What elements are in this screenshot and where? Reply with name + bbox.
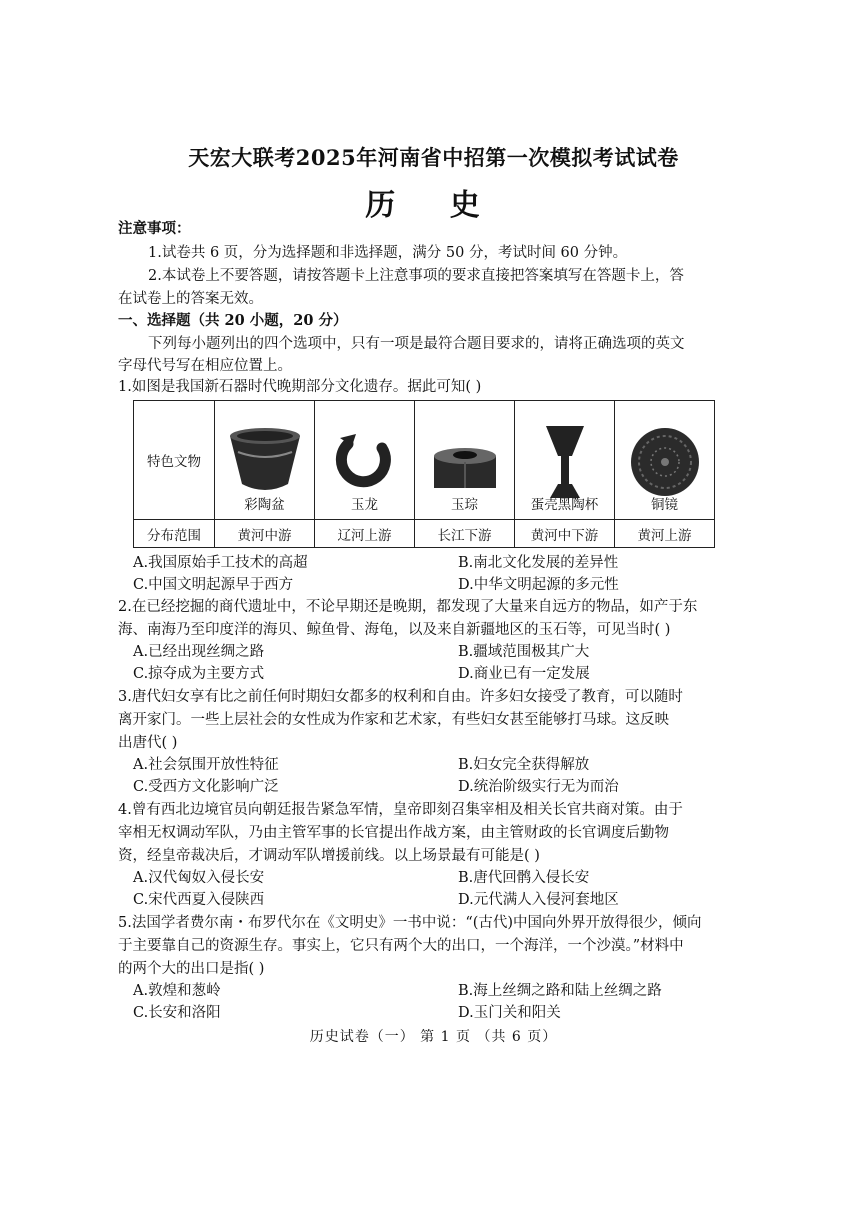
relic-cell xyxy=(615,401,715,520)
q5-stem-cont: 的两个大的出口是指( ) xyxy=(118,961,265,977)
q5-option-b: B.海上丝绸之路和陆上丝绸之路 xyxy=(458,983,662,999)
q1-option-b: B.南北文化发展的差异性 xyxy=(458,555,619,571)
relic-name: 彩陶盆 xyxy=(244,497,285,513)
subject-title: 历 史 xyxy=(365,188,502,223)
section-intro-cont: 字母代号写在相应位置上。 xyxy=(118,358,292,374)
q2-option-d: D.商业已有一定发展 xyxy=(458,666,590,682)
q4-stem-cont: 资，经皇帝裁决后，才调动军队增援前线。以上场景最有可能是( ) xyxy=(118,848,540,864)
q2-option-c: C.掠夺成为主要方式 xyxy=(133,666,265,682)
q3-stem-cont: 出唐代( ) xyxy=(118,735,178,751)
q4-option-a: A.汉代匈奴入侵长安 xyxy=(133,870,265,886)
q5-option-d: D.玉门关和阳关 xyxy=(458,1005,561,1021)
jade-cong-icon xyxy=(422,422,508,502)
q2-stem-cont: 海、南海乃至印度洋的海贝、鲸鱼骨、海龟，以及来自新疆地区的玉石等，可见当时( ) xyxy=(118,622,671,638)
row-header-relics: 特色文物 xyxy=(134,401,215,520)
section-heading: 一、选择题（共 20 小题，20 分） xyxy=(118,312,348,329)
q3-stem-cont: 离开家门。一些上层社会的女性成为作家和艺术家，有些妇女甚至能够打马球。这反映 xyxy=(118,712,669,728)
notice-item-1: 1.试卷共 6 页，分为选择题和非选择题，满分 50 分，考试时间 60 分钟。 xyxy=(148,245,628,261)
eggshell-black-pottery-cup-icon xyxy=(522,422,608,502)
relic-cell xyxy=(215,401,315,520)
region-cell: 辽河上游 xyxy=(315,520,415,548)
q3-option-a: A.社会氛围开放性特征 xyxy=(133,757,279,773)
relic-name: 铜镜 xyxy=(651,497,678,513)
region-cell: 黄河上游 xyxy=(615,520,715,548)
q3-option-d: D.统治阶级实行无为而治 xyxy=(458,779,619,795)
relics-table xyxy=(133,400,715,548)
q4-stem: 4.曾有西北边境官员向朝廷报告紧急军情，皇帝即刻召集宰相及相关长官共商对策。由于 xyxy=(118,802,683,818)
jade-dragon-icon xyxy=(322,422,408,502)
q5-stem: 5.法国学者费尔南・布罗代尔在《文明史》一书中说：“(古代)中国向外界开放得很少，倾向 xyxy=(118,915,702,931)
q5-option-c: C.长安和洛阳 xyxy=(133,1005,221,1021)
relic-cell xyxy=(415,401,515,520)
q2-option-b: B.疆域范围极其广大 xyxy=(458,644,590,660)
notice-item-2-cont: 在试卷上的答案无效。 xyxy=(118,291,263,307)
q1-stem: 1.如图是我国新石器时代晚期部分文化遗存。据此可知( ) xyxy=(118,379,482,395)
q1-option-a: A.我国原始手工技术的高超 xyxy=(133,555,308,571)
relic-cell xyxy=(315,401,415,520)
region-cell: 长江下游 xyxy=(415,520,515,548)
q4-option-b: B.唐代回鹘入侵长安 xyxy=(458,870,590,886)
notice-heading: 注意事项： xyxy=(118,220,191,237)
row-header-regions: 分布范围 xyxy=(134,520,215,548)
q3-option-b: B.妇女完全获得解放 xyxy=(458,757,590,773)
notice-item-2: 2.本试卷上不要答题，请按答题卡上注意事项的要求直接把答案填写在答题卡上，答 xyxy=(148,268,684,284)
page-footer: 历史试卷（一） 第 1 页 （共 6 页） xyxy=(309,1029,558,1045)
q4-option-d: D.元代满人入侵河套地区 xyxy=(458,892,619,908)
q5-stem-cont: 于主要靠自己的资源生存。事实上，它只有两个大的出口，一个海洋，一个沙漠。”材料中 xyxy=(118,938,684,954)
q1-option-d: D.中华文明起源的多元性 xyxy=(458,577,619,593)
relic-name: 玉琮 xyxy=(451,497,478,513)
q1-option-c: C.中国文明起源早于西方 xyxy=(133,577,294,593)
relic-cell xyxy=(515,401,615,520)
q4-stem-cont: 宰相无权调动军队，乃由主管军事的长官提出作战方案，由主管财政的长官调度后勤物 xyxy=(118,825,669,841)
q4-option-c: C.宋代西夏入侵陕西 xyxy=(133,892,265,908)
painted-pottery-basin-icon xyxy=(222,422,308,502)
section-intro: 下列每小题列出的四个选项中，只有一项是最符合题目要求的，请将正确选项的英文 xyxy=(148,336,685,352)
region-cell: 黄河中下游 xyxy=(515,520,615,548)
exam-title: 天宏大联考2025年河南省中招第一次模拟考试试卷 xyxy=(188,145,679,170)
bronze-mirror-icon xyxy=(622,422,708,502)
q2-option-a: A.已经出现丝绸之路 xyxy=(133,644,265,660)
q3-stem: 3.唐代妇女享有比之前任何时期妇女都多的权利和自由。许多妇女接受了教育，可以随时 xyxy=(118,689,683,705)
region-cell: 黄河中游 xyxy=(215,520,315,548)
relic-name: 玉龙 xyxy=(351,497,378,513)
relic-name: 蛋壳黑陶杯 xyxy=(530,497,599,513)
q3-option-c: C.受西方文化影响广泛 xyxy=(133,779,279,795)
q2-stem: 2.在已经挖掘的商代遗址中，不论早期还是晚期，都发现了大量来自远方的物品，如产于东 xyxy=(118,599,698,615)
q5-option-a: A.敦煌和葱岭 xyxy=(133,983,221,999)
